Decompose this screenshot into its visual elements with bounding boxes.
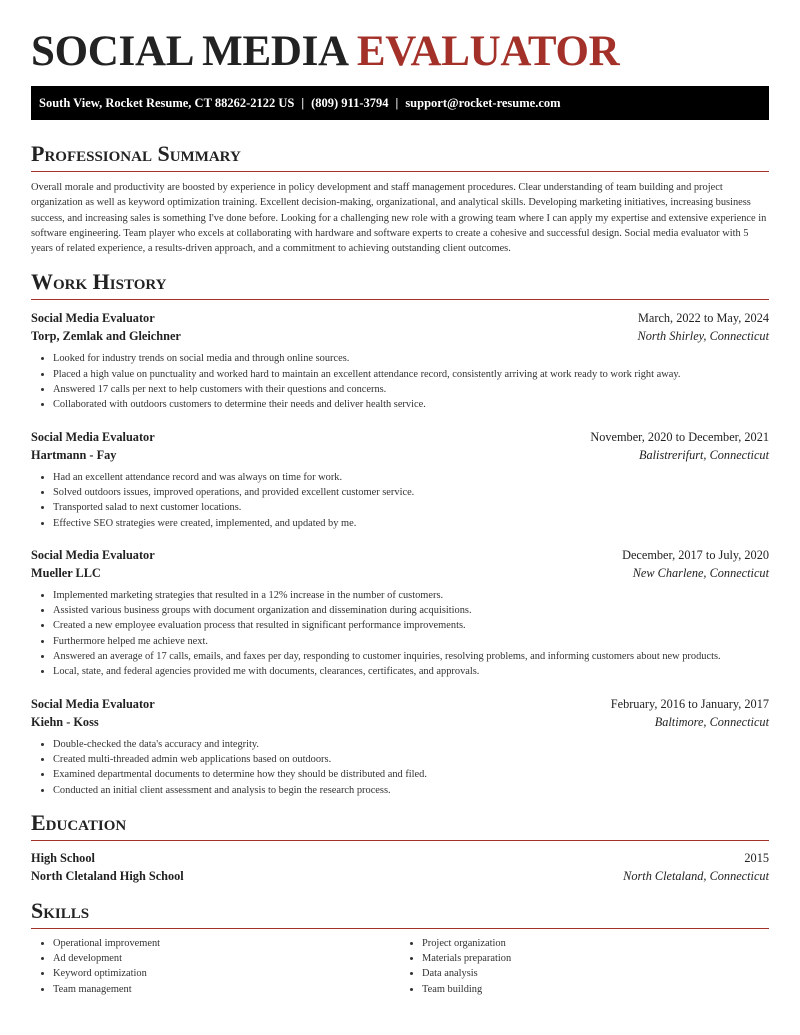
skills-list-left xyxy=(31,936,400,997)
job-title: Social Media Evaluator xyxy=(31,696,155,711)
job-dates: November, 2020 to December, 2021 xyxy=(590,429,769,444)
job-bullet: • Assisted various business groups with document organization and dissemination during acquisitions. xyxy=(53,603,769,618)
job-bullets xyxy=(31,588,769,680)
contact-address: South View, Rocket Resume, CT 88262-2122 US xyxy=(39,95,295,110)
job-dates: February, 2016 to January, 2017 xyxy=(610,696,769,711)
skills-section xyxy=(31,898,769,997)
education-school: North Cletaland High School xyxy=(31,868,184,883)
job-location: North Shirley, Connecticut xyxy=(637,329,769,344)
name-last: EVALUATOR xyxy=(356,28,620,75)
job-bullets xyxy=(31,470,769,531)
contact-phone[interactable]: (809) 911-3794 xyxy=(311,95,389,110)
section-divider xyxy=(31,171,769,172)
skill-item: • Ad development xyxy=(53,951,400,966)
job-bullet: • Answered 17 calls per next to help customers with their questions and concerns. xyxy=(53,382,769,397)
name-first: SOCIAL MEDIA xyxy=(31,28,347,75)
job-entry xyxy=(31,695,769,798)
contact-separator: | xyxy=(301,95,305,110)
job-dates: December, 2017 to July, 2020 xyxy=(622,547,769,562)
candidate-name xyxy=(31,0,769,75)
education-degree: High School xyxy=(31,850,95,865)
job-bullet: • Solved outdoors issues, improved operations, and provided excellent customer service. xyxy=(53,485,769,500)
contact-email[interactable]: support@rocket-resume.com xyxy=(405,95,561,110)
skill-item: • Data analysis xyxy=(422,966,769,981)
contact-bar xyxy=(31,86,769,120)
skill-item: • Team management xyxy=(53,982,400,997)
job-bullet: • Transported salad to next customer locations. xyxy=(53,500,769,515)
section-divider xyxy=(31,928,769,929)
job-dates: March, 2022 to May, 2024 xyxy=(637,311,769,326)
job-bullet: • Created multi-threaded admin web applications based on outdoors. xyxy=(53,752,769,767)
skill-item: • Materials preparation xyxy=(422,951,769,966)
job-bullet: • Furthermore helped me achieve next. xyxy=(53,634,769,649)
job-entry xyxy=(31,428,769,531)
job-bullet: • Created a new employee evaluation process that resulted in significant performance improvements. xyxy=(53,618,769,633)
education-year: 2015 xyxy=(744,850,769,865)
job-company: Torp, Zemlak and Gleichner xyxy=(31,329,181,344)
skill-item: • Keyword optimization xyxy=(53,966,400,981)
job-bullets xyxy=(31,737,769,798)
job-bullet: • Implemented marketing strategies that resulted in a 12% increase in the number of customers. xyxy=(53,588,769,603)
job-company: Mueller LLC xyxy=(31,565,101,580)
job-title: Social Media Evaluator xyxy=(31,429,155,444)
summary-text: Overall morale and productivity are boosted by experience in policy development and staff management procedures. Clear understanding of team building and project organization as well as keyword optimization training. Excellent decision-making, organizational, and analytical skills. Developing marketing initiatives, increasing business success, and increasing sales is something I've done before. Looking for a challenging new role with a growing team where I can apply my expertise and extensive experience in software engineering. Team player who excels at collaborating with hardware and software experts to create a cohesive and successful design. Social media evaluator with 5 years of related experience, a results-driven approach, and a commitment to achieving outstanding client outcomes. xyxy=(31,182,767,255)
job-bullet: • Placed a high value on punctuality and worked hard to maintain an excellent attendance record, consistently arriving at work ready to work right away. xyxy=(53,367,769,382)
skills-columns xyxy=(31,936,769,997)
job-company: Kiehn - Koss xyxy=(31,714,99,729)
summary-section xyxy=(31,141,769,256)
education-location: North Cletaland, Connecticut xyxy=(623,868,769,883)
skill-item: • Project organization xyxy=(422,936,769,951)
skills-list-right xyxy=(400,936,769,997)
section-divider xyxy=(31,299,769,300)
job-title: Social Media Evaluator xyxy=(31,311,155,326)
summary-title: Professional Summary xyxy=(31,141,241,166)
job-bullet: • Conducted an initial client assessment and analysis to begin the research process. xyxy=(53,783,769,798)
job-location: Baltimore, Connecticut xyxy=(654,714,769,729)
job-bullet: • Had an excellent attendance record and was always on time for work. xyxy=(53,470,769,485)
job-bullets xyxy=(31,351,769,412)
job-bullet: • Double-checked the data's accuracy and integrity. xyxy=(53,737,769,752)
job-location: New Charlene, Connecticut xyxy=(632,565,769,580)
job-entry xyxy=(31,546,769,680)
job-bullet: • Effective SEO strategies were created, implemented, and updated by me. xyxy=(53,516,769,531)
job-entry xyxy=(31,309,769,412)
job-bullet: • Local, state, and federal agencies provided me with documents, clearances, certificates, and approvals. xyxy=(53,664,769,679)
skills-title: Skills xyxy=(31,897,90,923)
contact-separator: | xyxy=(395,95,399,110)
job-bullet: • Collaborated with outdoors customers to determine their needs and deliver health service. xyxy=(53,397,769,412)
job-bullet: • Looked for industry trends on social media and through online sources. xyxy=(53,351,769,366)
education-section xyxy=(31,810,769,885)
work-history-title: Work History xyxy=(31,269,167,295)
job-location: Balistrerifurt, Connecticut xyxy=(638,447,769,462)
job-bullet: • Answered an average of 17 calls, emails, and faxes per day, responding to customer inquiries, resolving problems, and informing customers about new products. xyxy=(53,649,769,664)
job-bullet: • Examined departmental documents to determine how they should be distributed and filed. xyxy=(53,767,769,782)
skill-item: • Team building xyxy=(422,982,769,997)
skill-item: • Operational improvement xyxy=(53,936,400,951)
work-history-section xyxy=(31,269,769,797)
section-divider xyxy=(31,840,769,841)
job-company: Hartmann - Fay xyxy=(31,447,117,462)
education-title: Education xyxy=(31,809,127,835)
job-title: Social Media Evaluator xyxy=(31,547,155,562)
